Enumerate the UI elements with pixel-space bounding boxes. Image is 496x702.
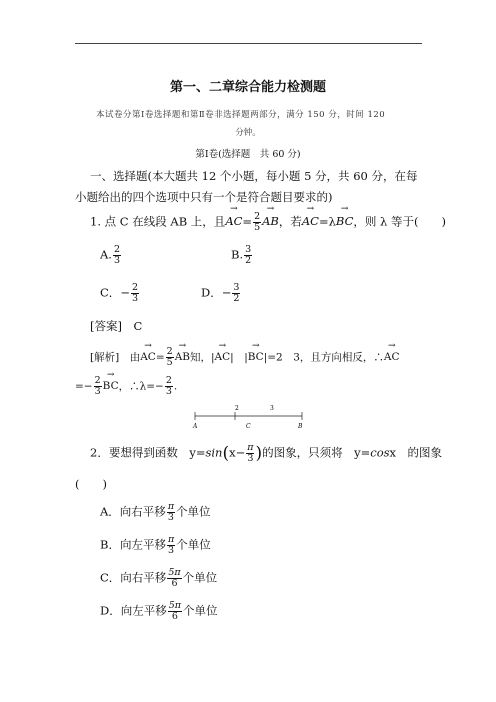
q2-cos: cos xyxy=(370,445,390,460)
q1-stem xyxy=(90,212,446,233)
q2-option-d-num: 5π xyxy=(168,600,182,611)
q2-option-a-label: A．向右平移 xyxy=(100,504,166,519)
point-c-label: C xyxy=(246,423,251,429)
option-a-den: 3 xyxy=(113,254,121,266)
q1-eq: = xyxy=(242,214,253,229)
q2-option-b-den: 3 xyxy=(168,544,175,556)
q2-option-c-tail: 个单位 xyxy=(182,570,218,585)
analysis-vector-ac-3: → AC xyxy=(384,351,400,363)
analysis-text-2: 知，| xyxy=(190,351,215,364)
q1-eq2: =λ xyxy=(318,214,336,229)
q2-prefix: 2．要想得到函数 y= xyxy=(90,445,206,460)
analysis-frac1-num: 2 xyxy=(166,346,173,357)
analysis-text-1: 由 xyxy=(129,351,141,364)
option-b-den: 2 xyxy=(245,254,252,266)
q1-frac-num: 2 xyxy=(254,211,261,222)
option-c-label: C． xyxy=(100,285,121,300)
q1-mid: ，若 xyxy=(278,214,302,229)
label-3: 3 xyxy=(270,405,274,412)
option-b-fraction xyxy=(244,245,252,266)
option-c-num: 2 xyxy=(131,282,138,293)
q2-frac-den: 3 xyxy=(247,452,254,464)
analysis-fraction-2 xyxy=(94,376,102,397)
q2-option-b-num: π xyxy=(167,534,175,545)
analysis-fraction-3 xyxy=(165,376,173,397)
q1-answer xyxy=(90,318,142,334)
analysis-frac2-num: 2 xyxy=(94,375,101,386)
analysis-vector-ac-2: → AC xyxy=(215,351,231,363)
q2-fraction xyxy=(246,443,254,464)
q2-option-c-fraction xyxy=(167,568,181,589)
q1-fraction xyxy=(253,212,261,233)
q2-option-d-fraction xyxy=(168,601,182,622)
q2-line-2: ( ) xyxy=(75,477,107,491)
q2-option-b xyxy=(100,535,211,556)
q1-frac-den: 5 xyxy=(254,221,261,233)
option-d-den: 2 xyxy=(233,292,240,304)
option-c-den: 3 xyxy=(131,292,138,304)
option-a-num: 2 xyxy=(113,244,121,255)
q2-option-c-label: C．向右平移 xyxy=(100,570,167,585)
header-rule xyxy=(75,43,422,44)
q1-analysis-line-2 xyxy=(75,376,177,397)
option-d-num: 3 xyxy=(233,282,240,293)
analysis-frac3-den: 3 xyxy=(165,385,172,397)
q2-x: x xyxy=(229,445,236,460)
q2-option-d-tail: 个单位 xyxy=(183,603,218,618)
q2-paren-open: ( xyxy=(222,443,230,464)
analysis-frac3-num: 2 xyxy=(165,375,172,386)
q2-mid: 的图象，只须将 y= xyxy=(262,445,371,460)
option-c-sign: − xyxy=(120,285,130,300)
analysis-text-6: ，∴λ=− xyxy=(118,380,164,393)
vector-bc: → BC xyxy=(336,214,353,228)
vector-ab: → AB xyxy=(262,214,279,228)
part1-line-1: 一、选择题(本大题共 12 个小题，每小题 5 分，共 60 分，在每 xyxy=(90,169,418,183)
analysis-vector-bc: → BC xyxy=(248,351,264,363)
q2-option-c-den: 6 xyxy=(171,577,178,589)
number-line-figure xyxy=(190,403,310,429)
option-c-fraction xyxy=(131,283,139,304)
option-d-sign: − xyxy=(221,285,232,300)
q1-option-c xyxy=(100,283,140,304)
vector-ac: → AC xyxy=(225,214,242,228)
intro-line-1: 本试卷分第Ⅰ卷选择题和第Ⅱ卷非选择题两部分，满分 150 分，时间 120 xyxy=(96,110,386,120)
q2-option-b-fraction xyxy=(167,535,175,556)
q2-option-a xyxy=(100,502,211,523)
q2-paren-close: ) xyxy=(255,443,263,464)
analysis-vector-ac: → AC xyxy=(140,351,156,363)
q2-minus: − xyxy=(235,445,246,460)
q2-option-d-den: 6 xyxy=(171,610,178,622)
q2-option-a-num: π xyxy=(167,501,175,512)
analysis-frac1-den: 5 xyxy=(166,356,173,368)
q1-option-d xyxy=(201,283,241,304)
option-b-label: B. xyxy=(231,247,244,262)
intro-line-2: 分钟。 xyxy=(235,128,261,138)
q2-option-c xyxy=(100,568,217,589)
q2-sin: sin xyxy=(205,445,223,460)
analysis-text-7: . xyxy=(173,380,178,393)
analysis-text-3: | | xyxy=(230,351,248,364)
option-a-label: A. xyxy=(100,247,112,262)
option-d-label: D． xyxy=(201,285,222,300)
q1-analysis-line-1 xyxy=(90,347,400,368)
analysis-text-5: =− xyxy=(75,380,93,393)
answer-value: C xyxy=(133,319,143,333)
point-a-label: A xyxy=(193,423,198,429)
q2-suffix: 的图象 xyxy=(396,445,443,460)
q2-option-a-fraction xyxy=(167,502,175,523)
q2-option-c-num: 5π xyxy=(168,567,181,578)
q2-option-d xyxy=(100,601,218,622)
part1-line-2: 小题给出的四个选项中只有一个是符合题目要求的) xyxy=(75,190,333,204)
point-b-label: B xyxy=(298,423,303,429)
q1-suffix: ，则 λ 等于( ) xyxy=(353,214,446,229)
q2-option-a-den: 3 xyxy=(167,511,174,523)
q1-prefix: 1. 点 C 在线段 AB 上，且 xyxy=(90,214,226,229)
label-2: 2 xyxy=(235,405,239,412)
analysis-vector-ab: → AB xyxy=(175,351,190,363)
q2-option-d-label: D．向左平移 xyxy=(100,603,167,618)
page-title: 第一、二章综合能力检测题 xyxy=(169,80,326,95)
q1-option-a xyxy=(100,245,122,266)
q2-frac-num: π xyxy=(247,442,254,453)
section-heading: 第Ⅰ卷(选择题 共 60 分) xyxy=(195,149,301,160)
analysis-eq: = xyxy=(155,351,165,364)
q1-option-b xyxy=(231,245,253,266)
q2-option-b-label: B．向左平移 xyxy=(100,537,166,552)
analysis-fraction-1 xyxy=(166,347,174,368)
option-d-fraction xyxy=(232,283,240,304)
answer-label: [答案] xyxy=(90,319,122,333)
option-a-fraction xyxy=(113,245,121,266)
analysis-label: [解析] xyxy=(90,351,120,364)
q2-stem xyxy=(90,443,442,464)
q2-option-b-tail: 个单位 xyxy=(176,537,211,552)
q2-option-a-tail: 个单位 xyxy=(176,504,211,519)
option-b-num: 3 xyxy=(245,244,252,255)
analysis-text-4: |=2 3，且方向相反，∴ xyxy=(263,351,384,364)
analysis-frac2-den: 3 xyxy=(94,385,101,397)
analysis-vector-bc-2: → BC xyxy=(103,380,119,392)
q2-x2: x xyxy=(389,445,397,460)
vector-ac-2: → AC xyxy=(302,214,319,228)
